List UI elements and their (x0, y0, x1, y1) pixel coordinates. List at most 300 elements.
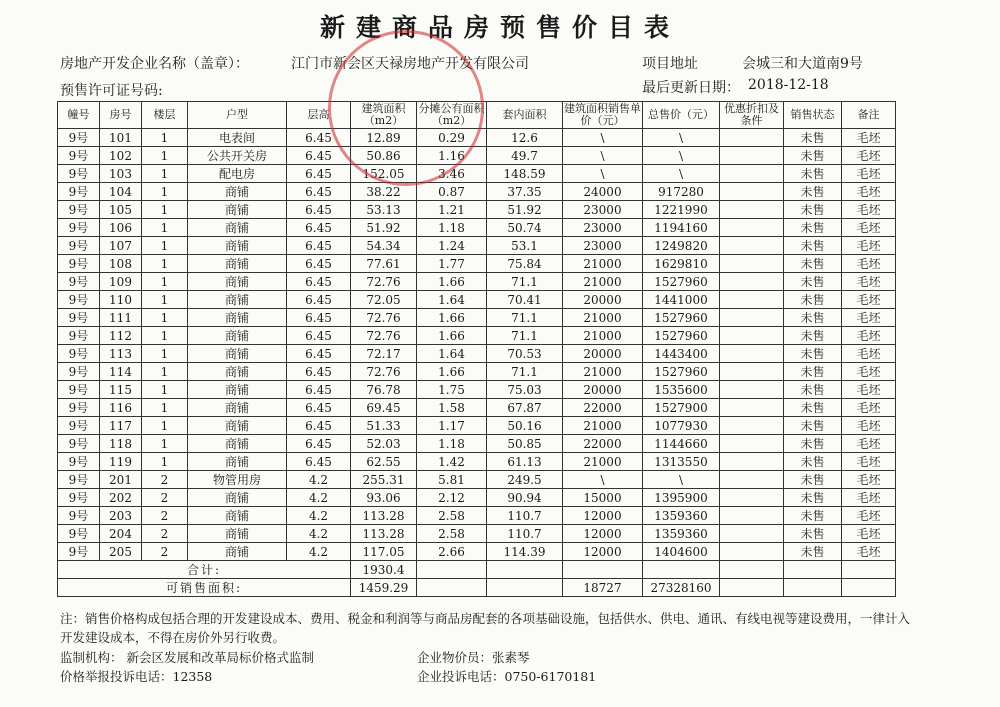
table-cell: 71.1 (487, 327, 563, 345)
table-cell: 1527960 (643, 309, 720, 327)
table-cell: 6.45 (287, 399, 351, 417)
table-cell: 12000 (563, 507, 643, 525)
table-cell: 53.13 (351, 201, 417, 219)
table-cell: 102 (100, 147, 142, 165)
table-cell: 37.35 (487, 183, 563, 201)
table-cell (720, 237, 784, 255)
table-cell: 商铺 (188, 219, 287, 237)
table-cell: 1 (142, 345, 188, 363)
table-cell: 38.22 (351, 183, 417, 201)
table-cell (720, 489, 784, 507)
table-cell (720, 453, 784, 471)
table-row (58, 165, 896, 183)
table-cell: 72.76 (351, 327, 417, 345)
table-cell: 9号 (58, 381, 100, 399)
table-cell: 6.45 (287, 219, 351, 237)
table-cell: 未售 (784, 273, 842, 291)
table-row (58, 147, 896, 165)
table-cell: 商铺 (188, 543, 287, 561)
table-cell: 12.6 (487, 129, 563, 147)
table-cell: 1194160 (643, 219, 720, 237)
table-cell: 6.45 (287, 201, 351, 219)
table-cell: 2.66 (417, 543, 487, 561)
table-cell: 9号 (58, 183, 100, 201)
table-cell: 9号 (58, 291, 100, 309)
col-header: 分摊公有面积（m2） (418, 102, 485, 127)
table-cell: 118 (100, 435, 142, 453)
col-header: 建筑面积（m2） (351, 102, 417, 129)
table-cell: 1535600 (643, 381, 720, 399)
table-cell: 204 (100, 525, 142, 543)
table-cell: 23000 (563, 237, 643, 255)
table-cell: 23000 (563, 201, 643, 219)
table-row (58, 363, 896, 381)
table-cell: 1527960 (643, 363, 720, 381)
table-cell: 9号 (58, 417, 100, 435)
table-cell: 21000 (563, 255, 643, 273)
table-cell: 21000 (563, 417, 643, 435)
table-cell: 2 (142, 525, 188, 543)
table-cell: 152.05 (351, 165, 417, 183)
table-cell: 毛坯 (842, 489, 896, 507)
col-header: 总售价（元） (643, 102, 720, 129)
table-cell: 67.87 (487, 399, 563, 417)
table-cell: 1 (142, 309, 188, 327)
table-cell: 1527960 (643, 273, 720, 291)
table-cell (720, 201, 784, 219)
table-cell: 6.45 (287, 417, 351, 435)
table-cell: 商铺 (188, 255, 287, 273)
table-header-row (58, 102, 896, 129)
table-cell: 105 (100, 201, 142, 219)
table-cell: 12000 (563, 525, 643, 543)
table-cell: 配电房 (188, 165, 287, 183)
table-cell: 商铺 (188, 435, 287, 453)
table-cell: 4.2 (287, 525, 351, 543)
table-cell: 未售 (784, 183, 842, 201)
company-phone: 企业投诉电话：0750-6170181 (417, 669, 597, 684)
table-cell: 1 (142, 381, 188, 399)
table-cell: 1.42 (417, 453, 487, 471)
saleable-label: 可销售面积: (58, 579, 351, 597)
table-cell: 商铺 (188, 417, 287, 435)
table-cell: 1249820 (643, 237, 720, 255)
table-cell: 1 (142, 399, 188, 417)
table-cell (720, 471, 784, 489)
table-cell: 毛坯 (842, 543, 896, 561)
table-cell: 1 (142, 417, 188, 435)
table-cell: 75.03 (487, 381, 563, 399)
table-cell: 物管用房 (188, 471, 287, 489)
table-cell: 249.5 (487, 471, 563, 489)
table-cell: 未售 (784, 453, 842, 471)
table-cell: 1 (142, 201, 188, 219)
table-cell: 毛坯 (842, 165, 896, 183)
table-cell: 9号 (58, 219, 100, 237)
table-cell: 113 (100, 345, 142, 363)
table-cell: \ (563, 471, 643, 489)
table-cell: 1 (142, 327, 188, 345)
table-cell: 1 (142, 453, 188, 471)
table-cell: 2 (142, 543, 188, 561)
table-row (58, 255, 896, 273)
table-cell: 1 (142, 219, 188, 237)
table-cell: 商铺 (188, 291, 287, 309)
table-cell: 9号 (58, 363, 100, 381)
table-cell (720, 543, 784, 561)
table-cell: 1 (142, 435, 188, 453)
table-cell: 1 (142, 291, 188, 309)
table-cell: 1.24 (417, 237, 487, 255)
saleable-row (58, 579, 896, 597)
table-cell: 101 (100, 129, 142, 147)
table-cell: 22000 (563, 399, 643, 417)
table-cell: 毛坯 (842, 273, 896, 291)
table-cell: 1359360 (643, 507, 720, 525)
table-cell: 1 (142, 129, 188, 147)
table-cell: 电表间 (188, 129, 287, 147)
table-cell (720, 345, 784, 363)
table-cell: 9号 (58, 165, 100, 183)
updated-value: 2018-12-18 (748, 77, 829, 93)
table-row (58, 507, 896, 525)
col-header: 销售状态 (784, 102, 842, 129)
table-cell: 115 (100, 381, 142, 399)
table-cell: 104 (100, 183, 142, 201)
table-cell: 商铺 (188, 525, 287, 543)
table-cell: \ (563, 129, 643, 147)
table-cell: 毛坯 (842, 219, 896, 237)
table-cell: 77.61 (351, 255, 417, 273)
table-cell: 205 (100, 543, 142, 561)
table-cell: 202 (100, 489, 142, 507)
table-row (58, 525, 896, 543)
table-cell: 未售 (784, 489, 842, 507)
table-cell: 1.18 (417, 435, 487, 453)
table-cell: 毛坯 (842, 453, 896, 471)
table-cell: 72.76 (351, 273, 417, 291)
table-cell: 6.45 (287, 237, 351, 255)
table-cell: 9号 (58, 327, 100, 345)
col-header: 优惠折扣及条件 (720, 102, 784, 129)
saleable-area: 1459.29 (351, 579, 417, 597)
table-cell: 1144660 (643, 435, 720, 453)
table-cell: 0.29 (417, 129, 487, 147)
table-cell: 毛坯 (842, 327, 896, 345)
table-cell: 商铺 (188, 345, 287, 363)
updated-label: 最后更新日期： (642, 80, 740, 96)
table-row (58, 453, 896, 471)
table-cell: 52.03 (351, 435, 417, 453)
table-cell: 9号 (58, 345, 100, 363)
table-cell: 51.92 (487, 201, 563, 219)
table-cell: 62.55 (351, 453, 417, 471)
table-cell: 9号 (58, 471, 100, 489)
table-cell: 113.28 (351, 507, 417, 525)
table-cell: 毛坯 (842, 345, 896, 363)
table-cell: 109 (100, 273, 142, 291)
table-cell: \ (563, 147, 643, 165)
table-cell: 商铺 (188, 183, 287, 201)
table-cell: 6.45 (287, 183, 351, 201)
table-cell: 1404600 (643, 543, 720, 561)
table-cell: 110.7 (487, 525, 563, 543)
table-row (58, 417, 896, 435)
table-cell: 毛坯 (842, 525, 896, 543)
table-cell: 未售 (784, 165, 842, 183)
col-header: 户型 (188, 102, 287, 129)
table-cell: 50.16 (487, 417, 563, 435)
table-cell: 9号 (58, 435, 100, 453)
table-cell: 112 (100, 327, 142, 345)
table-cell: 未售 (784, 237, 842, 255)
table-cell: 毛坯 (842, 255, 896, 273)
col-header: 幢号 (58, 102, 100, 129)
table-cell: 未售 (784, 147, 842, 165)
table-cell: 119 (100, 453, 142, 471)
table-cell: 6.45 (287, 129, 351, 147)
table-cell: 20000 (563, 381, 643, 399)
address-label: 项目地址 (642, 56, 698, 72)
table-cell: 未售 (784, 327, 842, 345)
table-row (58, 327, 896, 345)
table-cell: 1.77 (417, 255, 487, 273)
developer-name: 江门市新会区天禄房地产开发有限公司 (291, 56, 529, 72)
table-cell: 4.2 (287, 471, 351, 489)
table-cell (720, 255, 784, 273)
table-cell: 1 (142, 147, 188, 165)
table-cell: 6.45 (287, 381, 351, 399)
table-cell: 9号 (58, 525, 100, 543)
table-cell: 2 (142, 507, 188, 525)
table-cell (720, 309, 784, 327)
table-cell: 72.76 (351, 363, 417, 381)
table-cell: 917280 (643, 183, 720, 201)
table-cell: 1.66 (417, 327, 487, 345)
table-cell: 9号 (58, 201, 100, 219)
table-cell: 50.86 (351, 147, 417, 165)
total-area: 1930.4 (351, 561, 417, 579)
table-cell: 未售 (784, 291, 842, 309)
table-cell (720, 399, 784, 417)
table-cell: 商铺 (188, 453, 287, 471)
table-cell: 1 (142, 273, 188, 291)
table-cell (720, 507, 784, 525)
table-cell: 未售 (784, 201, 842, 219)
total-label: 合计: (58, 561, 351, 579)
col-header: 建筑面积销售单价（元） (564, 102, 641, 127)
table-cell: 51.92 (351, 219, 417, 237)
table-cell: 商铺 (188, 399, 287, 417)
table-cell: 9号 (58, 489, 100, 507)
table-cell: 9号 (58, 147, 100, 165)
table-row (58, 543, 896, 561)
table-row (58, 129, 896, 147)
table-cell: 9号 (58, 255, 100, 273)
table-cell: 1 (142, 183, 188, 201)
table-cell: 6.45 (287, 273, 351, 291)
table-cell: 50.74 (487, 219, 563, 237)
table-cell: 1 (142, 363, 188, 381)
table-cell: 1.66 (417, 363, 487, 381)
table-row (58, 399, 896, 417)
table-cell: 106 (100, 219, 142, 237)
table-cell: 49.7 (487, 147, 563, 165)
table-cell: 9号 (58, 399, 100, 417)
table-cell: 1441000 (643, 291, 720, 309)
table-cell: 148.59 (487, 165, 563, 183)
table-cell: 114.39 (487, 543, 563, 561)
table-cell: 201 (100, 471, 142, 489)
table-row (58, 219, 896, 237)
table-cell: 9号 (58, 309, 100, 327)
table-cell: 1.16 (417, 147, 487, 165)
table-cell: 116 (100, 399, 142, 417)
table-cell: 商铺 (188, 309, 287, 327)
developer-label: 房地产开发企业名称（盖章）： (60, 56, 249, 72)
table-cell: 70.41 (487, 291, 563, 309)
table-cell: 毛坯 (842, 417, 896, 435)
table-cell: 1077930 (643, 417, 720, 435)
table-cell: 毛坯 (842, 507, 896, 525)
table-cell: 未售 (784, 309, 842, 327)
table-cell (720, 417, 784, 435)
table-cell: \ (643, 165, 720, 183)
table-cell: 111 (100, 309, 142, 327)
table-cell: 70.53 (487, 345, 563, 363)
table-cell: 61.13 (487, 453, 563, 471)
table-cell: 1.21 (417, 201, 487, 219)
table-cell: 1313550 (643, 453, 720, 471)
table-cell: 51.33 (351, 417, 417, 435)
table-cell: 商铺 (188, 273, 287, 291)
table-cell: 商铺 (188, 381, 287, 399)
table-cell: 毛坯 (842, 129, 896, 147)
table-row (58, 489, 896, 507)
col-header: 楼层 (142, 102, 188, 129)
table-cell: 1.58 (417, 399, 487, 417)
col-header: 备注 (842, 102, 896, 129)
table-cell: 6.45 (287, 165, 351, 183)
table-cell: 1359360 (643, 525, 720, 543)
table-cell: 4.2 (287, 543, 351, 561)
table-cell: 9号 (58, 237, 100, 255)
table-cell: 50.85 (487, 435, 563, 453)
table-cell: 6.45 (287, 363, 351, 381)
table-cell: 110.7 (487, 507, 563, 525)
table-cell: 9号 (58, 453, 100, 471)
table-cell: 未售 (784, 471, 842, 489)
table-cell: 毛坯 (842, 399, 896, 417)
table-cell: 72.17 (351, 345, 417, 363)
table-cell: 117 (100, 417, 142, 435)
table-cell (720, 327, 784, 345)
table-cell: 商铺 (188, 201, 287, 219)
table-row (58, 273, 896, 291)
table-row (58, 435, 896, 453)
table-cell: 110 (100, 291, 142, 309)
table-cell: 未售 (784, 363, 842, 381)
table-cell (720, 147, 784, 165)
table-cell: 20000 (563, 345, 643, 363)
table-row (58, 237, 896, 255)
table-cell: 未售 (784, 129, 842, 147)
table-cell: 毛坯 (842, 183, 896, 201)
table-cell: 108 (100, 255, 142, 273)
total-row (58, 561, 896, 579)
table-cell: 6.45 (287, 345, 351, 363)
table-cell: 3.46 (417, 165, 487, 183)
table-cell: 12.89 (351, 129, 417, 147)
table-cell: 1.64 (417, 291, 487, 309)
table-cell: \ (643, 471, 720, 489)
table-cell: 1527960 (643, 327, 720, 345)
table-cell: 1629810 (643, 255, 720, 273)
table-cell (720, 129, 784, 147)
table-cell: 9号 (58, 507, 100, 525)
table-cell: 15000 (563, 489, 643, 507)
table-cell: 2 (142, 471, 188, 489)
table-cell: 203 (100, 507, 142, 525)
complaint-phone: 价格举报投诉电话：12358 (60, 669, 213, 684)
table-cell (720, 291, 784, 309)
table-cell: 53.1 (487, 237, 563, 255)
document-title: 新建商品房预售价目表 (319, 13, 680, 42)
table-cell: 未售 (784, 219, 842, 237)
table-cell: 1 (142, 165, 188, 183)
table-row (58, 291, 896, 309)
table-cell: 4.2 (287, 489, 351, 507)
table-cell: 毛坯 (842, 201, 896, 219)
table-cell: 21000 (563, 363, 643, 381)
table-cell: 69.45 (351, 399, 417, 417)
table-cell: 1395900 (643, 489, 720, 507)
supervisor-text: 监制机构： 新会区发展和改革局标价格式监制 (60, 650, 314, 665)
table-cell: 商铺 (188, 507, 287, 525)
table-cell: 1.75 (417, 381, 487, 399)
table-cell (720, 363, 784, 381)
table-cell: 90.94 (487, 489, 563, 507)
table-cell: 1.18 (417, 219, 487, 237)
table-cell: 6.45 (287, 435, 351, 453)
table-cell: 75.84 (487, 255, 563, 273)
table-cell: 毛坯 (842, 381, 896, 399)
table-cell: 72.76 (351, 309, 417, 327)
table-cell: 未售 (784, 399, 842, 417)
table-cell: 1527900 (643, 399, 720, 417)
table-cell: 未售 (784, 525, 842, 543)
table-cell: 6.45 (287, 147, 351, 165)
table-cell: 2.58 (417, 525, 487, 543)
table-cell: 6.45 (287, 255, 351, 273)
table-cell: 21000 (563, 327, 643, 345)
table-cell: 6.45 (287, 291, 351, 309)
table-cell: 毛坯 (842, 147, 896, 165)
permit-label: 预售许可证号码: (60, 83, 163, 99)
table-cell: 71.1 (487, 363, 563, 381)
table-cell: 21000 (563, 453, 643, 471)
table-cell: 1443400 (643, 345, 720, 363)
table-cell: 9号 (58, 543, 100, 561)
table-cell: 未售 (784, 381, 842, 399)
table-row (58, 183, 896, 201)
table-cell (720, 525, 784, 543)
table-cell: 商铺 (188, 327, 287, 345)
table-cell: 毛坯 (842, 291, 896, 309)
table-cell: 1.17 (417, 417, 487, 435)
table-cell: 5.81 (417, 471, 487, 489)
table-cell: 113.28 (351, 525, 417, 543)
